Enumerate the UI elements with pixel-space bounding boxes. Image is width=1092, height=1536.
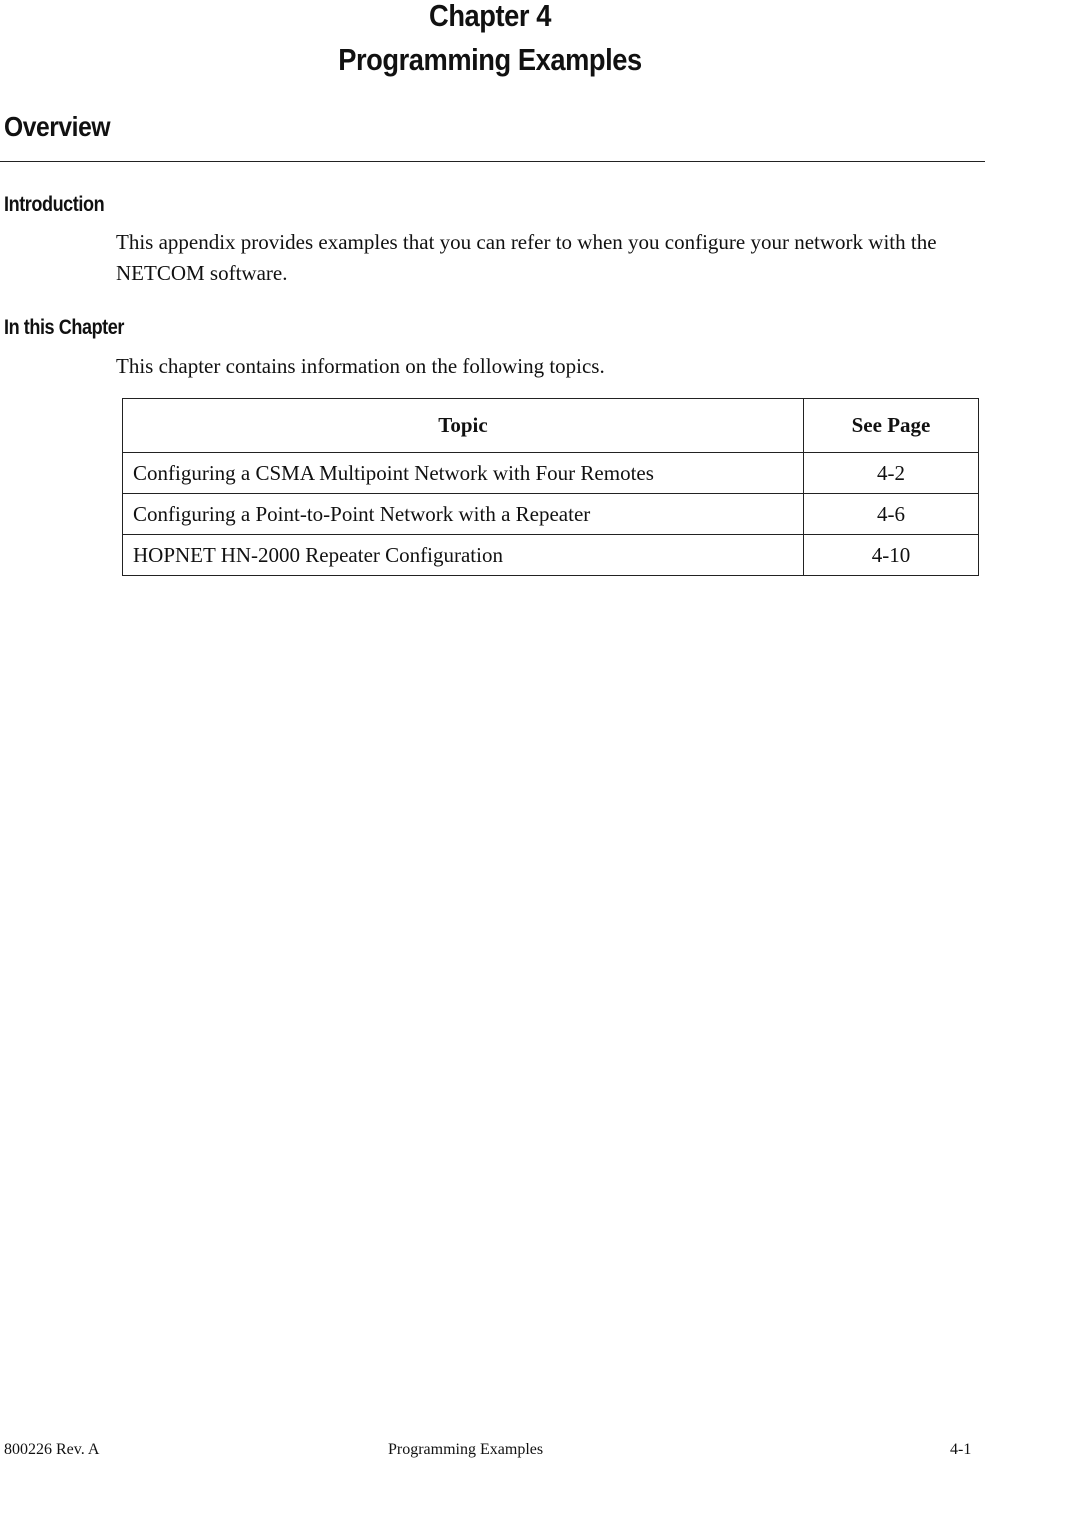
section-divider — [0, 161, 985, 162]
topic-cell: HOPNET HN-2000 Repeater Configuration — [123, 535, 804, 576]
chapter-number: Chapter 4 — [429, 0, 551, 33]
chapter-title: Programming Examples — [338, 42, 642, 77]
topic-cell: Configuring a Point-to-Point Network with a Repeater — [123, 494, 804, 535]
footer-chapter-name: Programming Examples — [388, 1441, 544, 1458]
in-this-chapter-heading: In this Chapter — [4, 316, 124, 339]
footer-page-number: 4-1 — [950, 1441, 972, 1458]
page-column-header: See Page — [804, 399, 979, 453]
topic-cell: Configuring a CSMA Multipoint Network with Four Remotes — [123, 453, 804, 494]
introduction-heading: Introduction — [4, 193, 105, 216]
page-cell: 4-10 — [804, 535, 979, 576]
topic-column-header: Topic — [123, 399, 804, 453]
footer-document-id: 800226 Rev. A — [4, 1441, 100, 1458]
table-row — [123, 535, 979, 576]
table-header-row — [123, 399, 979, 453]
table-row — [123, 453, 979, 494]
in-this-chapter-text: This chapter contains information on the following topics. — [116, 354, 605, 378]
table-row — [123, 494, 979, 535]
page-cell: 4-6 — [804, 494, 979, 535]
section-title: Overview — [4, 111, 111, 142]
page-cell: 4-2 — [804, 453, 979, 494]
introduction-text: This appendix provides examples that you can refer to when you configure your network with the NETCOM software. — [116, 230, 937, 285]
topics-table — [122, 398, 979, 576]
